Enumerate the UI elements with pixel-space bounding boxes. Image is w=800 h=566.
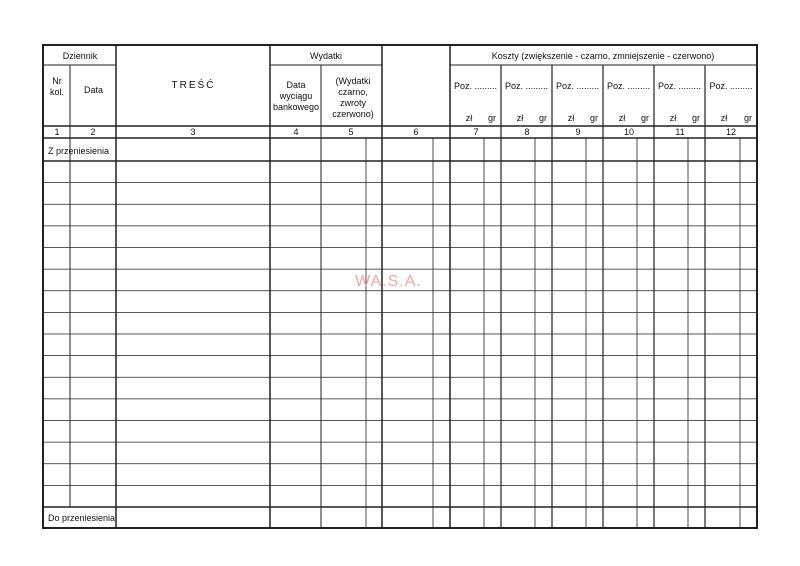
gr-label: gr [538, 113, 547, 123]
zl-label: zł [465, 113, 473, 123]
column-number: 7 [473, 127, 479, 137]
zl-label: zł [618, 113, 626, 123]
column-number: 10 [623, 127, 634, 137]
column-number: 1 [54, 127, 60, 137]
zl-label: zł [516, 113, 524, 123]
column-number: 2 [90, 127, 96, 137]
gr-label: gr [743, 113, 752, 123]
column-number: 5 [348, 127, 354, 137]
zl-label: zł [669, 113, 677, 123]
gr-label: gr [589, 113, 598, 123]
gr-label: gr [691, 113, 700, 123]
gr-label: gr [640, 113, 649, 123]
row-carried-in: Z przeniesienia [48, 146, 110, 156]
poz-label: Poz. ......... [709, 81, 753, 91]
header-data-wyciagu: Data wyciągu bankowego [272, 80, 320, 112]
poz-label: Poz. ......... [555, 81, 599, 91]
header-koszty: Koszty (zwiększenie - czarno, zmniejszenie - czerwono) [491, 51, 715, 61]
column-number: 9 [575, 127, 581, 137]
header-dziennik: Dziennik [62, 51, 98, 61]
watermark: WA.S.A. [355, 273, 422, 290]
column-number: 3 [190, 127, 196, 137]
header-tresc: TREŚĆ [171, 80, 216, 91]
header-wydatki-note: (Wydatki czarno, zwroty czerwono) [332, 76, 374, 119]
row-carried-out: Do przeniesienia [48, 513, 116, 523]
header-wydatki: Wydatki [310, 51, 342, 61]
poz-label: Poz. ......... [453, 81, 497, 91]
header-nr-kol: Nr kol. [49, 76, 64, 97]
gr-label: gr [487, 113, 496, 123]
column-number: 8 [524, 127, 530, 137]
poz-label: Poz. ......... [606, 81, 650, 91]
poz-label: Poz. ......... [504, 81, 548, 91]
zl-label: zł [567, 113, 575, 123]
column-number: 12 [725, 127, 736, 137]
column-number: 4 [293, 127, 299, 137]
poz-label: Poz. ......... [657, 81, 701, 91]
column-number: 6 [413, 127, 419, 137]
column-number: 11 [675, 127, 685, 137]
header-data: Data [83, 85, 103, 95]
zl-label: zł [720, 113, 728, 123]
